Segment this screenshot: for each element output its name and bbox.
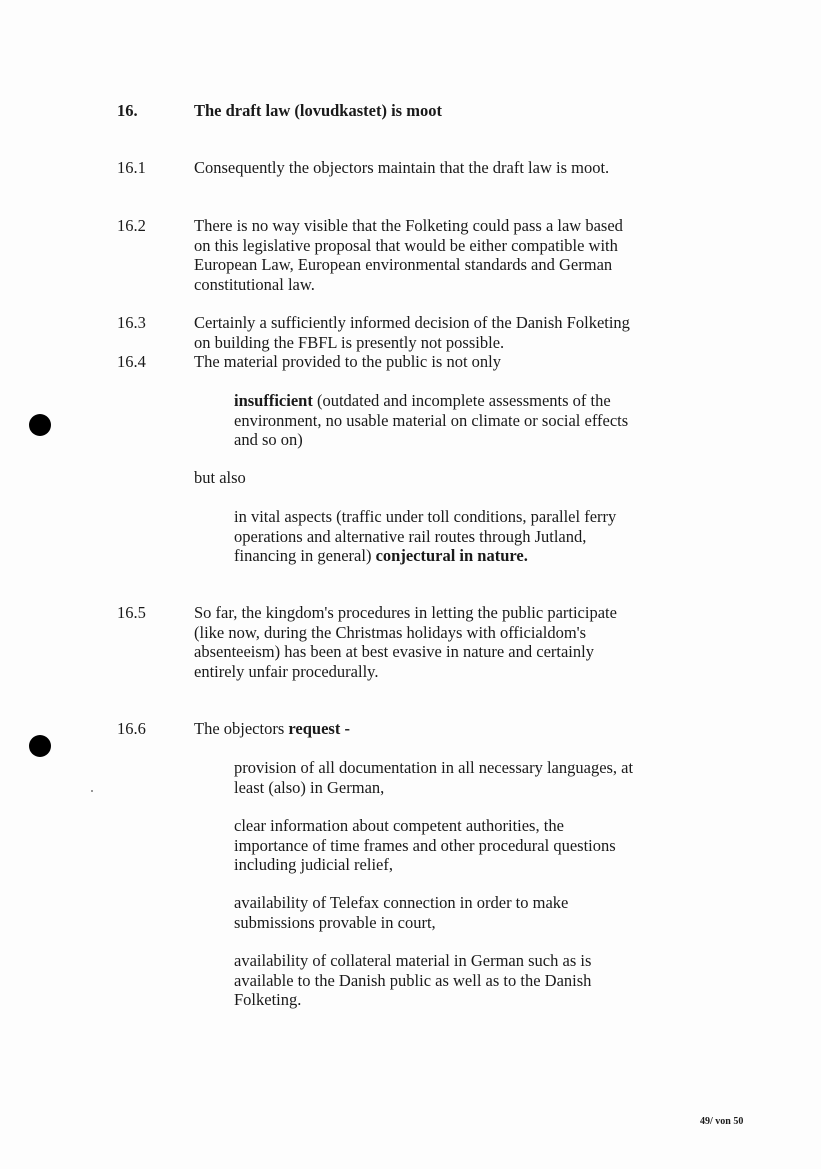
section-number: 16.6 <box>117 719 146 738</box>
section-number: 16.5 <box>117 603 146 622</box>
section-text: Certainly a sufficiently informed decision of the Danish Folketing on building the FBFL is presently not possible. <box>194 313 630 352</box>
request-item: provision of all documentation in all necessary languages, at least (also) in German, <box>234 758 634 797</box>
heading-number: 16. <box>117 101 138 120</box>
section-number: 16.2 <box>117 216 146 235</box>
but-also-text: but also <box>194 468 246 487</box>
scan-speck <box>91 790 93 792</box>
section-text: There is no way visible that the Folketing could pass a law based on this legislative proposal that would be either compatible with European Law, European environmental standards and German constitutional law. <box>194 216 623 294</box>
section-text: So far, the kingdom's procedures in letting the public participate (like now, during the Christmas holidays with officialdom's absenteeism) has been at best evasive in nature and certainly entirely unfair procedurally. <box>194 603 617 681</box>
insufficient-paragraph <box>234 391 634 450</box>
section-text: Consequently the objectors maintain that the draft law is moot. <box>194 158 610 177</box>
section-text: The material provided to the public is not only <box>194 352 502 371</box>
insufficient-rest: (outdated and incomplete assessments of the environment, no usable material on climate or social effects and so on) <box>234 391 629 449</box>
heading-title: The draft law (lovudkastet) is moot <box>194 101 442 120</box>
insufficient-bold: insufficient <box>234 391 313 410</box>
conjectural-bold: conjectural in nature. <box>375 546 528 565</box>
page-number: 49/ von 50 <box>700 1116 744 1127</box>
punch-hole-lower <box>29 735 51 757</box>
section-number: 16.1 <box>117 158 146 177</box>
request-bold: request - <box>288 719 350 738</box>
conjectural-text: in vital aspects (traffic under toll conditions, parallel ferry operations and alternative rail routes through Jutland, financing in general) <box>234 507 617 565</box>
section-number: 16.3 <box>117 313 146 332</box>
request-item: clear information about competent authorities, the importance of time frames and other procedural questions including judicial relief, <box>234 816 616 874</box>
request-item: availability of collateral material in German such as is available to the Danish public as well as to the Danish Folketing. <box>234 951 592 1009</box>
section-text <box>194 719 634 739</box>
section-number: 16.4 <box>117 352 146 371</box>
request-lead: The objectors <box>194 719 289 738</box>
conjectural-paragraph <box>234 507 634 566</box>
punch-hole-upper <box>29 414 51 436</box>
request-item: availability of Telefax connection in order to make submissions provable in court, <box>234 893 569 932</box>
